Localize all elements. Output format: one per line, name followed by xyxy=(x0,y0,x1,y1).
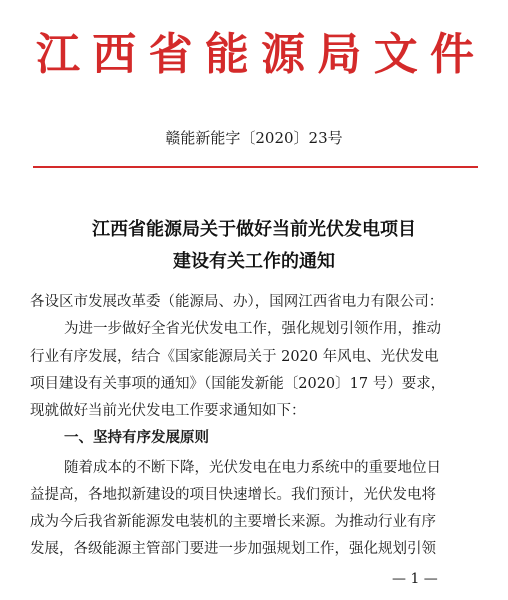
section-1-line-3: 成为今后我省新能源发电装机的主要增长来源。为推动行业有序 xyxy=(30,514,436,530)
red-divider-line xyxy=(33,166,478,168)
section-1-heading: 一、坚持有序发展原则 xyxy=(64,430,209,446)
recipients-line: 各设区市发展改革委（能源局、办），国网江西省电力有限公司： xyxy=(30,294,444,310)
intro-line-4: 现就做好当前光伏发电工作要求通知如下： xyxy=(30,403,306,419)
section-1-line-1: 随着成本的不断下降，光伏发电在电力系统中的重要地位日 xyxy=(64,460,441,476)
intro-line-2: 行业有序发展，结合《国家能源局关于 2020 年风电、光伏发电 xyxy=(30,349,439,365)
notice-title-line-1: 江西省能源局关于做好当前光伏发电项目 xyxy=(92,219,416,240)
page-number: — 1 — xyxy=(392,571,438,587)
agency-header-title: 江西省能源局文件 xyxy=(36,29,476,80)
intro-line-1: 为进一步做好全省光伏发电工作，强化规划引领作用，推动 xyxy=(64,321,441,337)
notice-title-line-2: 建设有关工作的通知 xyxy=(173,251,335,272)
section-1-line-2: 益提高，各地拟新建设的项目快速增长。我们预计，光伏发电将 xyxy=(30,487,436,503)
document-number: 赣能新能字〔2020〕23号 xyxy=(165,129,343,147)
intro-line-3: 项目建设有关事项的通知》（国能发新能〔2020〕17 号）要求， xyxy=(30,376,446,392)
section-1-line-4: 发展，各级能源主管部门要进一步加强规划工作，强化规划引领 xyxy=(30,541,436,557)
